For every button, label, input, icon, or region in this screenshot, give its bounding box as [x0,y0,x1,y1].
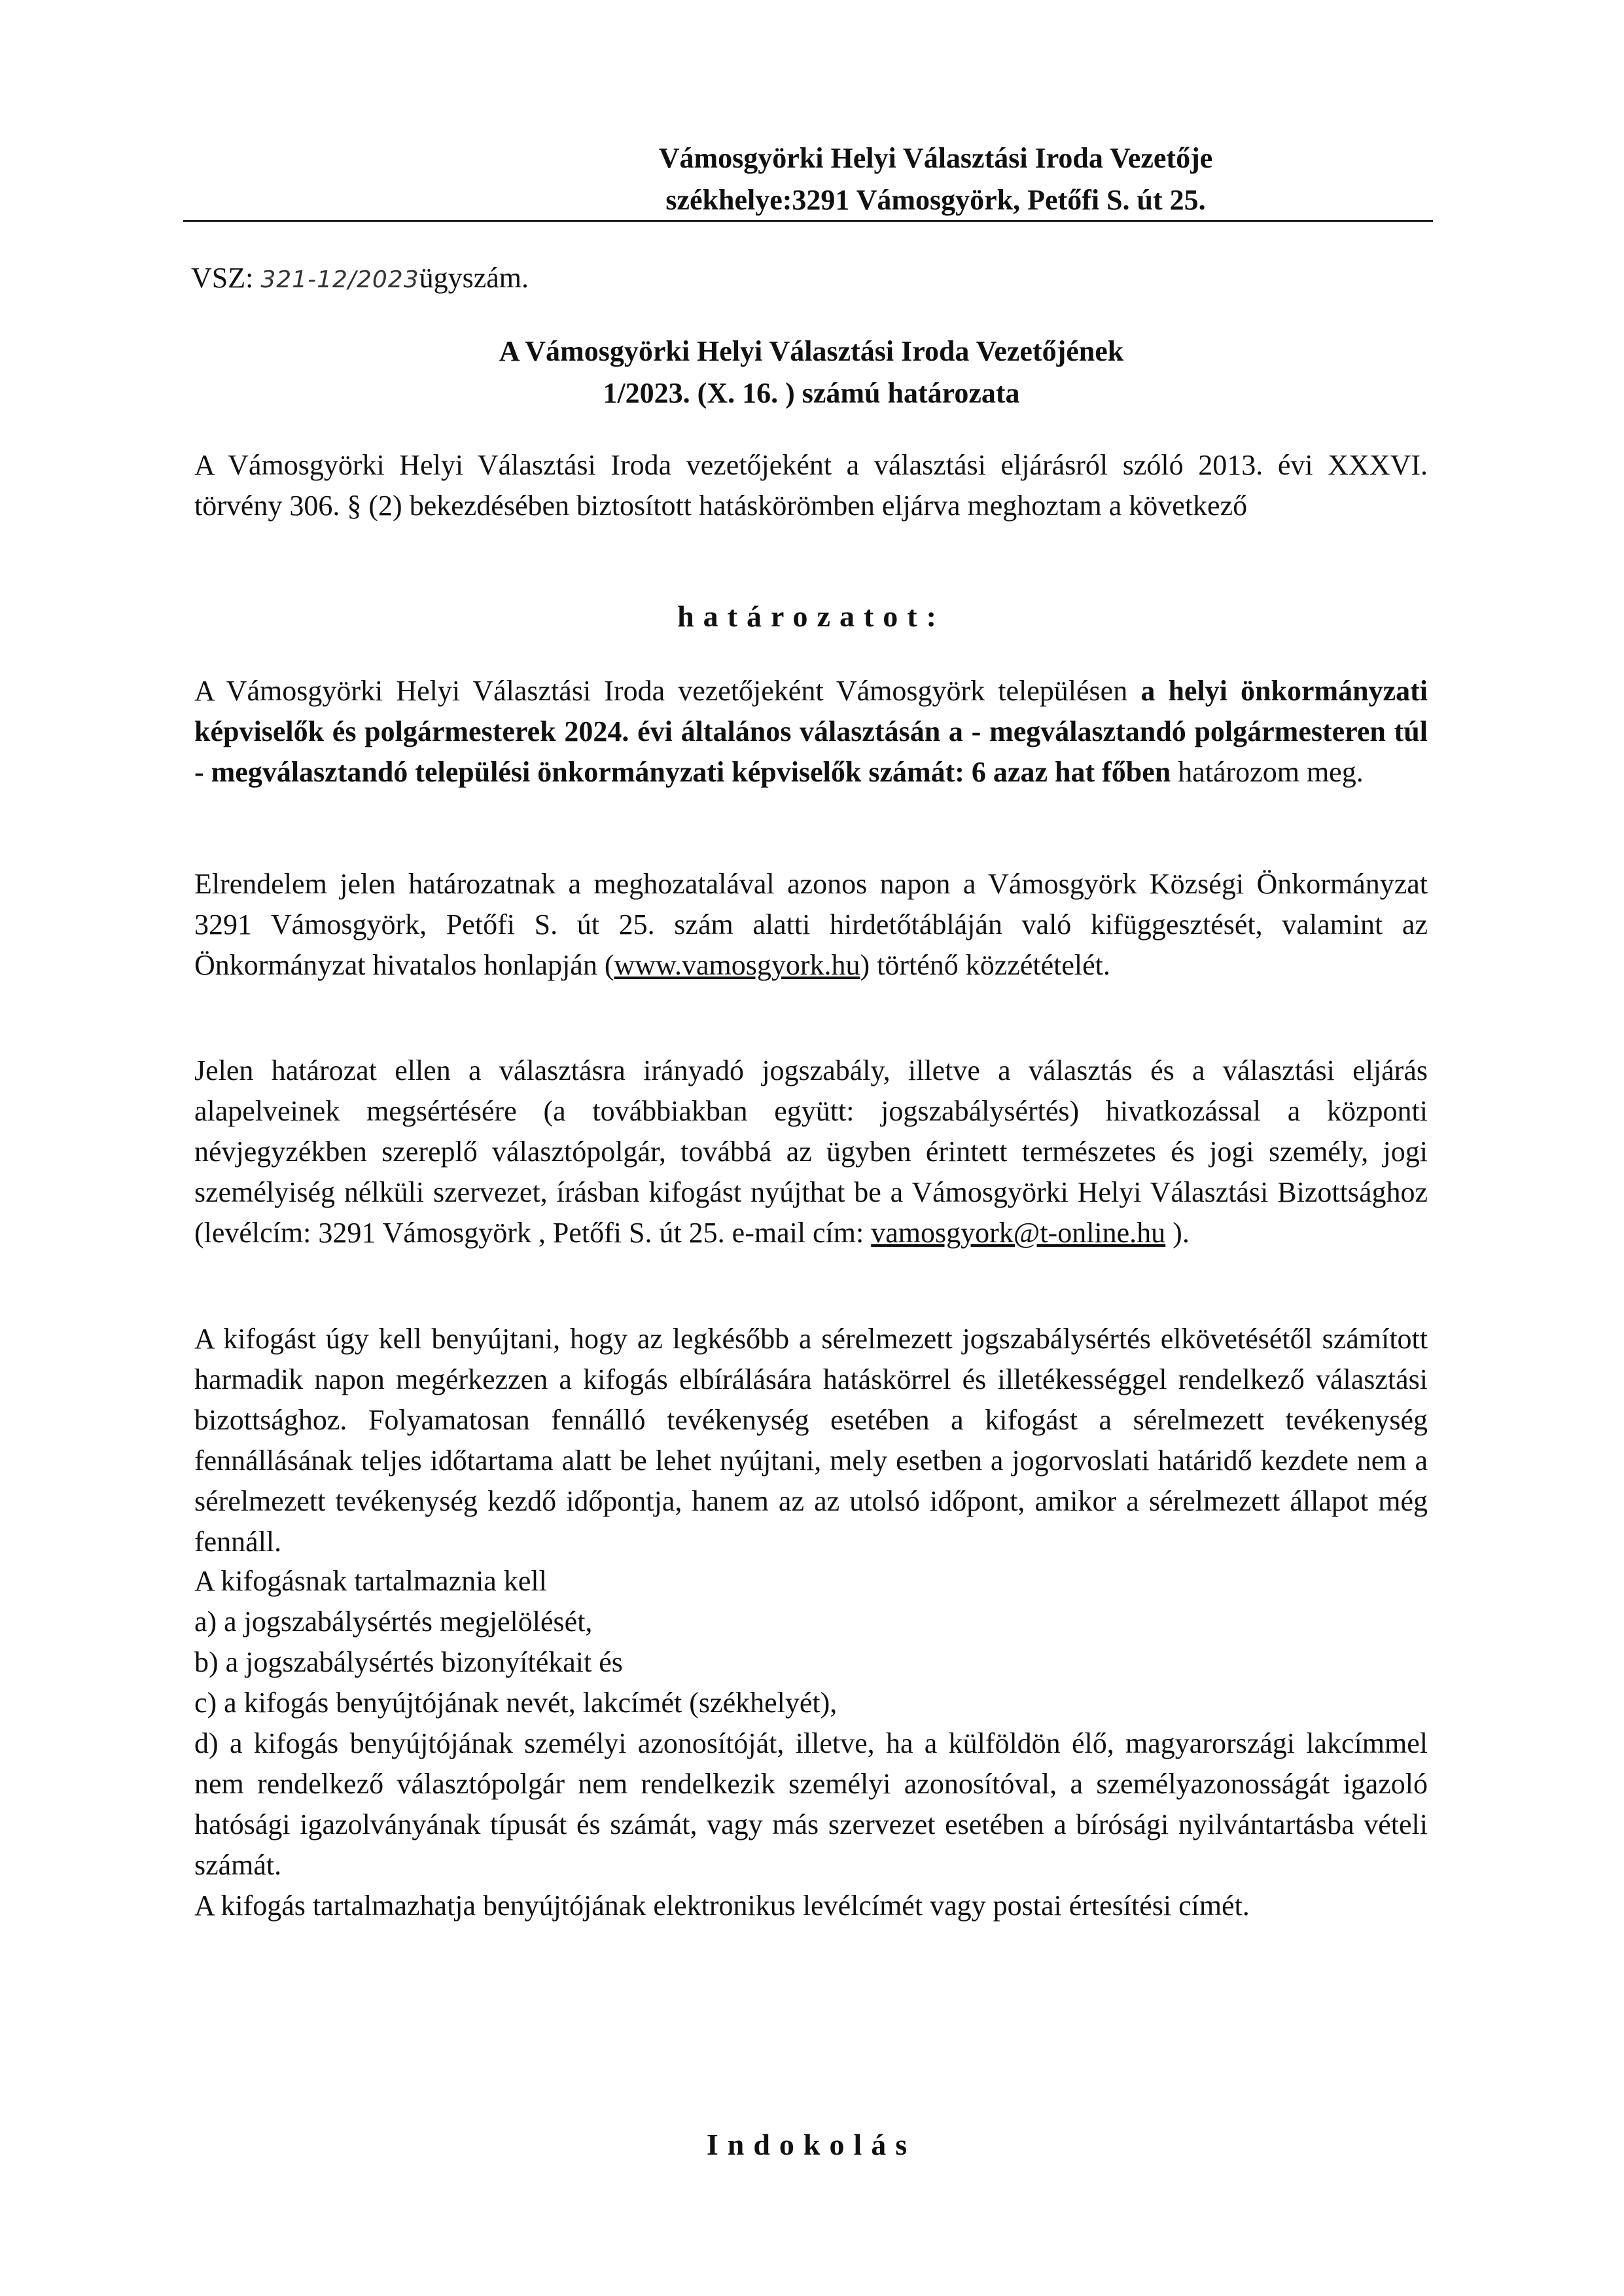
reference-prefix: VSZ: [191,262,254,294]
reasoning-heading: Indokolás [706,2128,917,2161]
reference-number [191,259,529,300]
decision-text-2: határozom meg. [1171,756,1364,788]
list-item-a: a) a jogszabálysértés megjelölését, [194,1605,593,1638]
website-link[interactable]: www.vamosgyork.hu [614,949,860,981]
objection-paragraph [194,1050,1428,1253]
office-address: székhelye:3291 Vámosgyörk, Petőfi S. út 25. [665,184,1206,216]
decision-text-1: A Vámosgyörki Helyi Választási Iroda vezetőjeként Vámosgyörk településen [194,675,1141,707]
list-item-d: d) a kifogás benyújtójának személyi azonosítóját, illetve, ha a külföldön élő, magyarországi lakcímmel nem rendelkező választópolgár nem rendelkezik személyi azonosítóval, a személyazonosságát igazoló hatósági igazolványának típusát és számát, vagy más szervezet esetében a bírósági nyilvántartásba vételi számát. [194,1727,1428,1881]
email-link[interactable]: vamosgyork@t-online.hu [871,1217,1166,1249]
list-item-c: c) a kifogás benyújtójának nevét, lakcímét (székhelyét), [194,1687,838,1719]
decision-bold-text: a helyi önkormányzati képviselők és polgármesterek 2024. évi általános választásán a - megválasztandó polgármesteren túl - megválasztandó települési önkormányzati képviselők számát: 6 azaz hat főben [194,675,1428,788]
list-item-b: b) a jogszabálysértés bizonyítékait és [194,1646,623,1678]
list-intro: A kifogásnak tartalmaznia kell [194,1565,547,1597]
objection-contents-list [194,1561,1428,1926]
publication-paragraph [194,864,1428,986]
publication-text-2: ) történő közzétételét. [860,949,1110,981]
list-closing: A kifogás tartalmazhatja benyújtójának elektronikus levélcímét vagy postai értesítési címét. [194,1890,1250,1922]
objection-text-2: ). [1165,1217,1190,1249]
deadline-paragraph: A kifogást úgy kell benyújtani, hogy az legkésőbb a sérelmezett jogszabálysértés elkövetésétől számított harmadik napon megérkezzen a kifogás elbírálására hatáskörrel és illetékességgel rendelkező választási bizottsághoz. Folyamatosan fennálló tevékenység esetében a kifogást a sérelmezett tevékenység fennállásának teljes időtartama alatt be lehet nyújtani, mely esetben a jogorvoslati határidő kezdete nem a sérelmezett tevékenység kezdő időpontja, hanem az az utolsó időpont, amikor a sérelmezett állapot még fennáll. [194,1323,1428,1558]
title-line-2: 1/2023. (X. 16. ) számú határozata [603,377,1020,409]
handwritten-case-number: 321-12/2023 [260,266,419,293]
title-line-1: A Vámosgyörki Helyi Választási Iroda Vezetőjének [499,335,1124,367]
reference-suffix: ügyszám. [419,262,529,294]
office-name: Vámosgyörki Helyi Választási Iroda Vezetője [658,142,1213,174]
decision-paragraph [194,671,1428,793]
objection-text-1: Jelen határozat ellen a választásra irányadó jogszabály, illetve a választás és a választási eljárás alapelveinek megsértésére (a továbbiakban együtt: jogszabálysértés) hivatkozással a központi névjegyzékben szereplő választópolgár, továbbá az ügyben érintett természetes és jogi személy, jogi személyiség nélküli szervezet, írásban kifogást nyújthat be a Vámosgyörki Helyi Választási Bizottsághoz (levélcím: 3291 Vámosgyörk , Petőfi S. út 25. e-mail cím: [194,1054,1428,1249]
header-divider [183,220,1433,222]
office-header [458,137,1413,221]
publication-text-1: Elrendelem jelen határozatnak a meghozatalával azonos napon a Vámosgyörk Községi Önkormányzat 3291 Vámosgyörk, Petőfi S. út 25. szám alatti hirdetőtábláján való kifüggesztését, valamint az Önkormányzat hivatalos honlapján ( [194,868,1428,981]
decision-title [196,331,1426,414]
intro-paragraph: A Vámosgyörki Helyi Választási Iroda vezetőjeként a választási eljárásról szóló 2013. évi XXXVI. törvény 306. § (2) bekezdésében biztosított hatáskörömben eljárva meghoztam a következő [194,449,1428,522]
decision-heading: határozatot: [677,600,945,633]
